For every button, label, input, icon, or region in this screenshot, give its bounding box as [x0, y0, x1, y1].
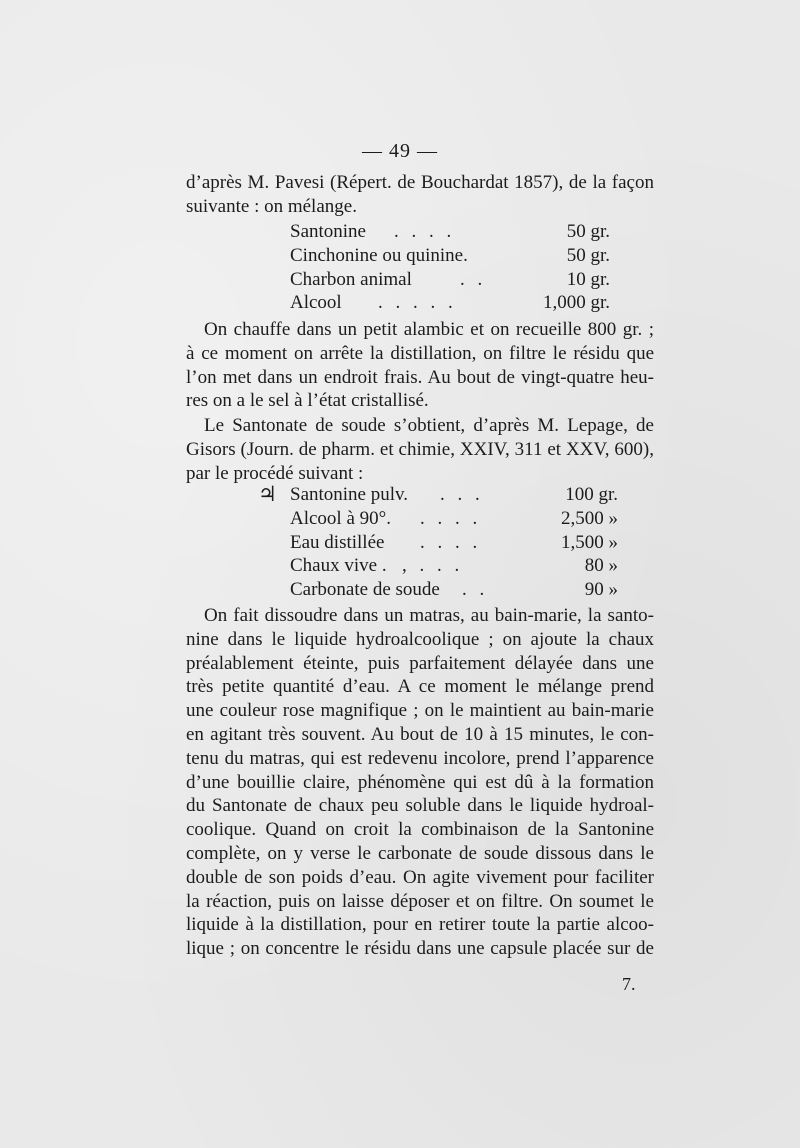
leader-dots: . . . .: [394, 221, 456, 242]
text-line: On chauffe dans un petit alambic et on recueille 800 gr. ;: [204, 319, 654, 340]
leader-dots: . . . . .: [378, 292, 457, 314]
text-line: la réaction, puis on laisse déposer et on filtre. On soumet le: [186, 890, 654, 912]
recipe-table-pavesi: [290, 220, 610, 315]
text-line: une couleur rose magnifique ; on le maintient au bain-marie: [186, 700, 654, 722]
recipe-row: [290, 554, 618, 578]
text-line: Le Santonate de soude s’obtient, d’après M. Lepage, de: [204, 415, 654, 436]
text-line: lique ; on concentre le résidu dans une capsule placée sur de: [186, 938, 654, 960]
recipe-row: [290, 291, 610, 315]
text-line: Gisors (Journ. de pharm. et chimie, XXIV, 311 et XXV, 600),: [186, 438, 654, 460]
ingredient-quantity: 1,500 »: [561, 531, 618, 553]
text-line: double de son poids d’eau. On agite vivement pour faciliter: [186, 866, 654, 888]
text-line: d’une bouillie claire, phénomène qui est dû à la formation: [186, 771, 654, 793]
paragraph-intro: [186, 171, 654, 219]
ingredient-name: Eau distillée: [290, 531, 385, 553]
ingredient-quantity: 50 gr.: [566, 221, 610, 242]
signature-mark: 7.: [622, 974, 636, 994]
leader-dots: . . . .: [420, 531, 482, 553]
ingredient-quantity: 80 »: [584, 555, 618, 577]
text-line: res on a le sel à l’état cristallisé.: [186, 390, 429, 412]
ingredient-name: Santonine pulv.: [290, 484, 409, 505]
text-line: en agitant très souvent. Au bout de 10 à 15 minutes, le con-: [186, 723, 654, 745]
text-line: très petite quantité d’eau. A ce moment le mélange prend: [186, 676, 654, 698]
ingredient-name: Carbonate de soude: [290, 579, 440, 601]
ingredient-quantity: 1,000 gr.: [542, 292, 610, 314]
text-line: liquide à la distillation, pour en retirer toute la partie alcoo-: [186, 914, 654, 936]
ingredient-name: Chaux vive .: [290, 555, 387, 577]
leader-dots: . .: [460, 268, 487, 290]
recipe-row: [290, 268, 610, 292]
text-line: On fait dissoudre dans un matras, au bain-marie, la santo-: [204, 605, 654, 626]
text-line: l’on met dans un endroit frais. Au bout de vingt-quatre heu-: [186, 366, 654, 388]
ingredient-name: Alcool à 90°.: [290, 507, 391, 529]
ingredient-quantity: 100 gr.: [565, 484, 618, 505]
recipe-row: [290, 507, 618, 531]
ingredient-name: Charbon animal: [290, 268, 412, 290]
leader-dots: . . .: [440, 484, 484, 505]
ingredient-quantity: 50 gr.: [566, 244, 610, 266]
ingredient-quantity: 90 »: [584, 579, 618, 601]
paragraph-santonate-intro: [186, 414, 654, 485]
text-line: tenu du matras, qui est redevenu incolore, prend l’apparence: [186, 747, 654, 769]
leader-dots: . . . .: [420, 507, 482, 529]
ingredient-quantity: 2,500 »: [561, 507, 618, 529]
recipe-row: [290, 483, 618, 507]
recipe-row: [290, 578, 618, 602]
paragraph-procedure: [186, 604, 654, 961]
ingredient-name: Alcool: [290, 292, 342, 314]
text-line: du Santonate de chaux peu soluble dans le liquide hydroal-: [186, 795, 654, 817]
text-line: complète, on y verse le carbonate de soude dissous dans le: [186, 842, 654, 864]
ingredient-name: Cinchonine ou quinine.: [290, 244, 468, 266]
text-line: d’après M. Pavesi (Répert. de Bouchardat 1857), de la façon: [186, 172, 654, 193]
page-number: — 49 —: [362, 140, 438, 162]
recipe-row: [290, 531, 618, 555]
text-line: à ce moment on arrête la distillation, on filtre le résidu que: [186, 342, 654, 364]
text-line: coolique. Quand on croit la combinaison de la Santonine: [186, 819, 654, 841]
text-line: préalablement éteinte, puis parfaitement délayée dans une: [186, 652, 654, 674]
text-line: suivante : on mélange.: [186, 195, 357, 217]
paragraph-distillation: [186, 318, 654, 413]
leader-dots: . .: [462, 579, 489, 601]
recipe-row: [290, 220, 610, 244]
ingredient-name: Santonine: [290, 221, 366, 242]
text-line: nine dans le liquide hydroalcoolique ; on ajoute la chaux: [186, 628, 654, 650]
ingredient-quantity: 10 gr.: [566, 268, 610, 290]
recipe-row: [290, 244, 610, 268]
leader-dots: , . . .: [402, 555, 464, 577]
recipe-symbol: ♃: [258, 482, 277, 506]
text-line: par le procédé suivant :: [186, 462, 364, 484]
